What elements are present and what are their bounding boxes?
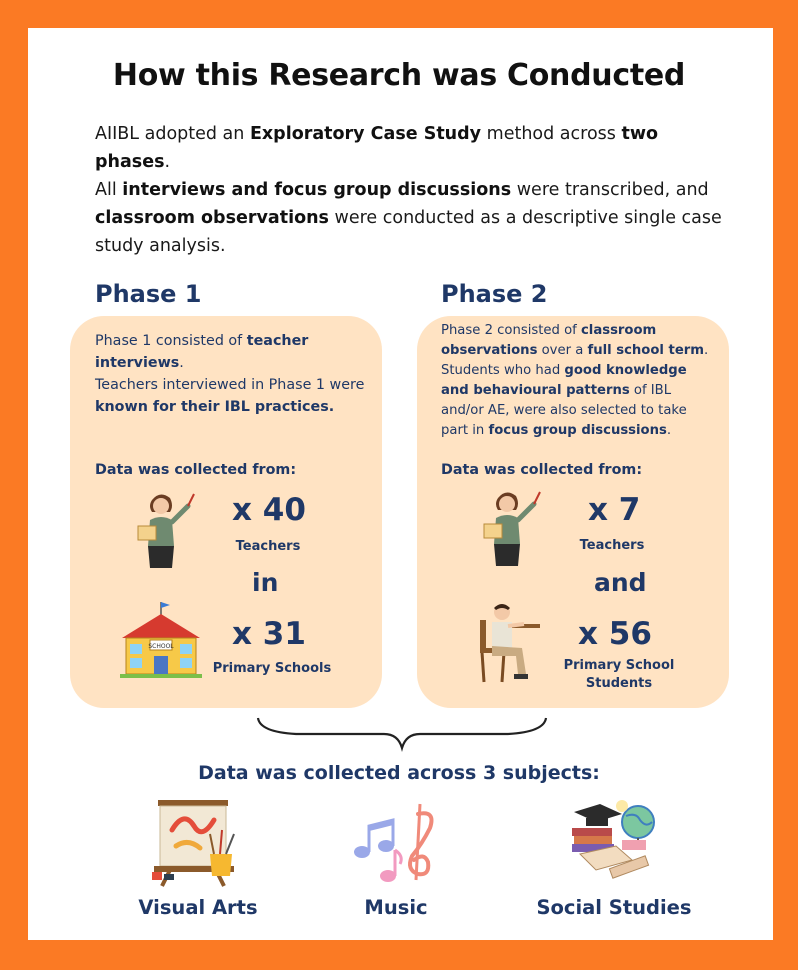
- phase2-description: Phase 2 consisted of classroom observations over a full school term. Students who had good knowledge and behavioural patterns of IBL and/or AE, were also selected to take part in focus group discussions.: [441, 323, 709, 438]
- subject-visual-arts: Visual Arts: [138, 896, 258, 919]
- phase1-title: Phase 1: [95, 280, 202, 308]
- phase1-school-label: Primary Schools: [212, 661, 332, 676]
- phase1-collected-label: Data was collected from:: [95, 462, 297, 478]
- music-notes-icon: [352, 800, 442, 886]
- school-icon: [112, 600, 210, 680]
- phase1-teacher-count: x 40: [232, 492, 306, 528]
- easel-icon: [148, 800, 244, 886]
- phase1-description: Phase 1 consisted of teacher interviews. Teachers interviewed in Phase 1 were known for their IBL practices.: [95, 333, 365, 415]
- subjects-heading: Data was collected across 3 subjects:: [198, 762, 600, 784]
- phase1-school-count: x 31: [232, 616, 306, 652]
- phase1-connector: in: [252, 568, 279, 597]
- teacher-icon: [130, 490, 200, 570]
- phase2-student-label: Primary School Students: [563, 658, 675, 691]
- globe-books-icon: [566, 798, 662, 884]
- phase2-connector: and: [594, 568, 647, 597]
- phase1-teacher-label: Teachers: [235, 539, 301, 554]
- svg-text:SCHOOL: SCHOOL: [148, 643, 174, 650]
- phase2-collected-label: Data was collected from:: [441, 462, 643, 478]
- page-title: How this Research was Conducted: [112, 58, 686, 93]
- teacher-icon: [476, 488, 546, 568]
- subject-music: Music: [364, 896, 428, 919]
- intro-text: AIIBL adopted an Exploratory Case Study method across two phases. All interviews and focus group discussions were transcribed, and classroom observations were conducted as a descriptive single case study analysis.: [95, 124, 722, 256]
- subject-social-studies: Social Studies: [536, 896, 692, 919]
- phase2-teacher-count: x 7: [588, 492, 641, 528]
- curly-brace: [256, 716, 548, 752]
- phase2-title: Phase 2: [441, 280, 548, 308]
- student-icon: [478, 602, 542, 684]
- phase2-student-count: x 56: [578, 616, 652, 652]
- phase2-teacher-label: Teachers: [579, 538, 645, 553]
